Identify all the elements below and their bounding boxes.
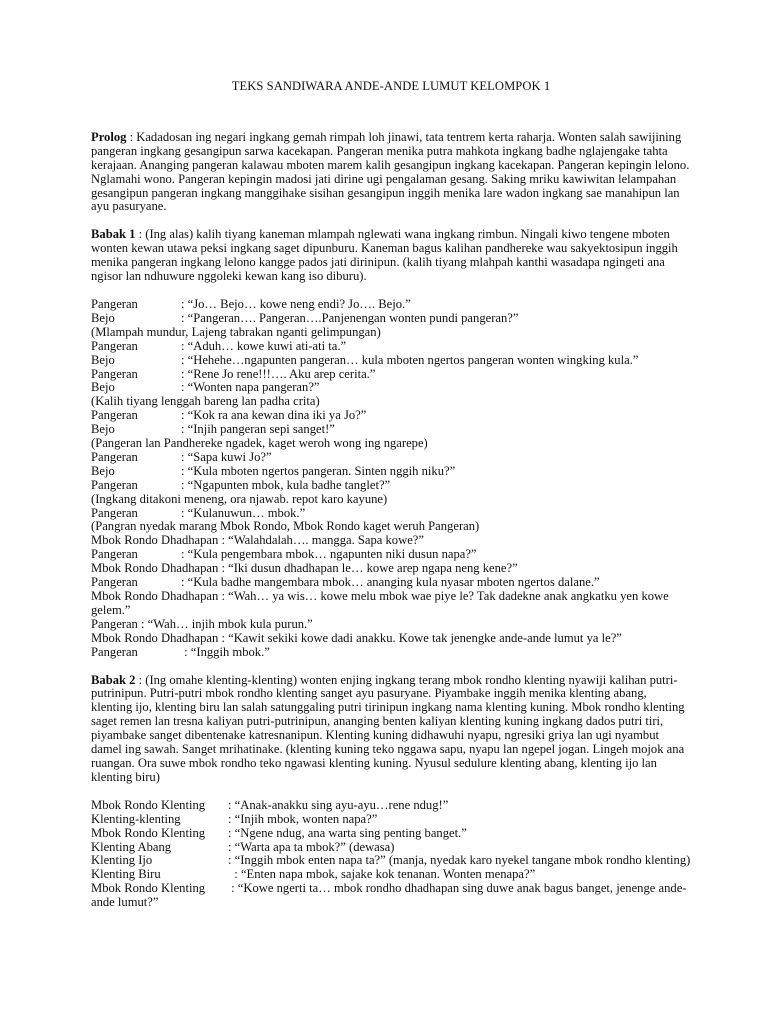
stage-direction: (Ingkang ditakoni meneng, ora njawab. repot karo kayune) xyxy=(91,491,388,506)
dialogue-line: Mbok Rondo Dhadhapan : “Wah… ya wis… kowe melu mbok wae piye le? Tak dadekne anak angkatku yen kowe gelem.” xyxy=(91,589,669,617)
stage-direction: (Kalih tiyang lenggah bareng lan padha crita) xyxy=(91,394,320,409)
dialogue-text: : “Kowe ngerti ta… mbok rondho dhadhapan sing duwe anak bagus banget, jenenge ande-ande lumut?” xyxy=(91,881,687,910)
speaker-name: Pangeran xyxy=(91,644,138,659)
speaker-name: Bejo xyxy=(91,380,115,395)
dialogue-line xyxy=(91,465,691,479)
dialogue-line xyxy=(91,479,691,493)
dialogue-text: : “Ngene ndug, ana warta sing penting banget.” xyxy=(228,825,467,840)
dialogue-line: Pangeran : “Wah… injih mbok kula purun.” xyxy=(91,616,313,631)
dialogue-text: : “Inggih mbok.” xyxy=(181,644,270,659)
dialogue-line xyxy=(91,354,691,368)
speaker-name: Pangeran xyxy=(91,366,138,381)
dialogue-text: : “Jo… Bejo… kowe neng endi? Jo…. Bejo.” xyxy=(181,296,411,311)
dialogue-text: : “Hehehe…ngapunten pangeran… kula mboten ngertos pangeran wonten wingking kula.” xyxy=(181,352,639,367)
babak1-dialogue xyxy=(91,298,691,660)
stage-direction: (Pangran nyedak marang Mbok Rondo, Mbok Rondo kaget weruh Pangeran) xyxy=(91,519,480,534)
dialogue-line: Mbok Rondo Dhadhapan : “Kawit sekiki kowe dadi anakku. Kowe tak jenengke ande-ande lumut ya le?” xyxy=(91,630,622,645)
prolog-heading: Prolog xyxy=(91,129,127,144)
dialogue-line xyxy=(91,827,691,841)
page-title: TEKS SANDIWARA ANDE-ANDE LUMUT KELOMPOK 1 xyxy=(231,79,551,93)
dialogue-line xyxy=(91,298,691,312)
speaker-name: Pangeran xyxy=(91,338,138,353)
speaker-name: Klenting Biru xyxy=(91,867,161,882)
dialogue-text: : “Kula badhe mangembara mbok… ananging kula nyasar mboten ngertos dalane.” xyxy=(181,575,600,590)
speaker-name: Klenting Ijo xyxy=(91,853,153,868)
dialogue-line xyxy=(91,409,691,423)
dialogue-text: : “Injih pangeran sepi sanget!” xyxy=(181,422,335,437)
dialogue-line xyxy=(91,548,691,562)
dialogue-line xyxy=(91,451,691,465)
dialogue-line xyxy=(91,841,691,855)
babak2-dialogue xyxy=(91,799,691,910)
speaker-name: Bejo xyxy=(91,352,115,367)
dialogue-line: Mbok Rondo Dhadhapan : “Iki dusun dhadhapan le… kowe arep ngapa neng kene?” xyxy=(91,561,518,576)
dialogue-text: : “Injih mbok, wonten napa?” xyxy=(228,811,378,826)
dialogue-line xyxy=(91,868,691,882)
babak1-text: : (Ing alas) kalih tiyang kaneman mlampah nglewati wana ingkang rimbun. Ningali kiwo tengene mboten wonten kewan utawa peksi ingkang saget dipunburu. Kaneman bagus kalihan pandhereke wau sakyektosipun inggih menika pangeran ingkang lelono kangge pados jati dirinipun. (kalih tiyang mlahpah kanthi wasadapa ngingeti ana ngisor lan ndhuwure nggoleki kewan kang iso diburu). xyxy=(91,227,678,284)
dialogue-text: : “Kula mboten ngertos pangeran. Sinten nggih niku?” xyxy=(181,463,456,478)
dialogue-line: Mbok Rondo Dhadhapan : “Walahdalah…. mangga. Sapa kowe?” xyxy=(91,533,424,548)
dialogue-text: : “Kok ra ana kewan dina iki ya Jo?” xyxy=(181,408,367,423)
dialogue-text: : “Enten napa mbok, sajake kok tenanan. Wonten menapa?” xyxy=(228,867,536,882)
speaker-name: Klenting Abang xyxy=(91,839,172,854)
prolog-text: : Kadadosan ing negari ingkang gemah rimpah loh jinawi, tata tentrem kerta raharja. Wonten salah sawijining pangeran ingkang gesangipun sarwa kacekapan. Pangeran menika putra mahkota ingkang badhe nglajengake tahta kerajaan. Ananging pangeran kalawau mboten marem kalih gesangipun ingkang kacekapan. Pangeran kepingin lelono. Nglamahi wono. Pangeran kepingin madosi jati dirine ugi pengalaman gesang. Saking mriku kawiwitan lelampahan gesangipun pangeran ingkang manggihake sisihan gesangipun inggih menika lare wadon ingkang sae manahipun lan ayu pasuryane. xyxy=(91,129,690,214)
dialogue-text: : “Aduh… kowe kuwi ati-ati ta.” xyxy=(181,338,347,353)
dialogue-line xyxy=(91,576,691,590)
speaker-name: Pangeran xyxy=(91,449,138,464)
dialogue-text: : “Kula pengembara mbok… ngapunten niki dusun napa?” xyxy=(181,547,477,562)
dialogue-line xyxy=(91,381,691,395)
speaker-name: Pangeran xyxy=(91,296,138,311)
dialogue-text: : “Anak-anakku sing ayu-ayu…rene ndug!” xyxy=(228,797,449,812)
dialogue-line xyxy=(91,799,691,813)
dialogue-line xyxy=(91,813,691,827)
dialogue-text: : “Rene Jo rene!!!…. Aku arep cerita.” xyxy=(181,366,376,381)
dialogue-line xyxy=(91,646,691,660)
dialogue-line xyxy=(91,854,691,868)
dialogue-text: : “Kulanuwun… mbok.” xyxy=(181,505,306,520)
babak2-text: : (Ing omahe klenting-klenting) wonten enjing ingkang terang mbok rondho klenting nyawiji kalihan putri-putrinipun. Putri-putri mbok rondho klenting sanget ayu pasuryane. Piyambake inggih menika klenting abang, klenting ijo, klenting biru lan salah satunggaling putri tirinipun ingkang nama klenting kuning. Mbok rondho klenting saget remen lan tresna kaliyan putri-putrinipun, ananging benten kaliyan klenting kuning ingkang dados putri tiri, piyambake sanget dibentenake katresnanipun. Klenting kuning didhawuhi nyapu, ngresiki griya lan ugi nyambut damel ing sawah. Sanget mrihatinake. (klenting kuning teko nggawa sapu, nyapu lan ngepel jogan. Lingeh mojok ana ruangan. Ora suwe mbok rondho teko ngawasi klenting kuning. Nyusul sedulure klenting abang, klenting ijo lan klenting biru) xyxy=(91,672,685,784)
prolog-paragraph xyxy=(91,131,691,214)
speaker-name: Pangeran xyxy=(91,575,138,590)
stage-direction: (Mlampah mundur, Lajeng tabrakan nganti gelimpungan) xyxy=(91,324,381,339)
dialogue-text: : “Inggih mbok enten napa ta?” (manja, nyedak karo nyekel tangane mbok rondho klenting) xyxy=(228,853,691,868)
speaker-name: Mbok Rondo Klenting xyxy=(91,825,206,840)
speaker-name: Pangeran xyxy=(91,477,138,492)
dialogue-line xyxy=(91,423,691,437)
babak1-paragraph xyxy=(91,228,691,284)
speaker-name: Mbok Rondo Klenting xyxy=(91,881,206,896)
speaker-name: Pangeran xyxy=(91,547,138,562)
speaker-name: Bejo xyxy=(91,310,115,325)
stage-direction: (Pangeran lan Pandhereke ngadek, kaget weroh wong ing ngarepe) xyxy=(91,436,428,451)
dialogue-text: : “Warta apa ta mbok?” (dewasa) xyxy=(228,839,395,854)
dialogue-line xyxy=(91,312,691,326)
speaker-name: Pangeran xyxy=(91,408,138,423)
dialogue-text: : “Wonten napa pangeran?” xyxy=(181,380,320,395)
dialogue-text: : “Ngapunten mbok, kula badhe tanglet?” xyxy=(181,477,391,492)
document-page xyxy=(91,80,691,910)
speaker-name: Bejo xyxy=(91,422,115,437)
dialogue-line xyxy=(91,507,691,521)
dialogue-text: : “Pangeran…. Pangeran….Panjenengan wonten pundi pangeran?” xyxy=(181,310,519,325)
dialogue-line xyxy=(91,882,691,910)
babak2-paragraph xyxy=(91,674,691,785)
speaker-name: Pangeran xyxy=(91,505,138,520)
babak2-heading: Babak 2 xyxy=(91,672,136,687)
babak1-heading: Babak 1 xyxy=(91,227,136,242)
speaker-name: Mbok Rondo Klenting xyxy=(91,797,206,812)
dialogue-line xyxy=(91,368,691,382)
dialogue-line xyxy=(91,340,691,354)
speaker-name: Klenting-klenting xyxy=(91,811,181,826)
dialogue-text: : “Sapa kuwi Jo?” xyxy=(181,449,272,464)
speaker-name: Bejo xyxy=(91,463,115,478)
